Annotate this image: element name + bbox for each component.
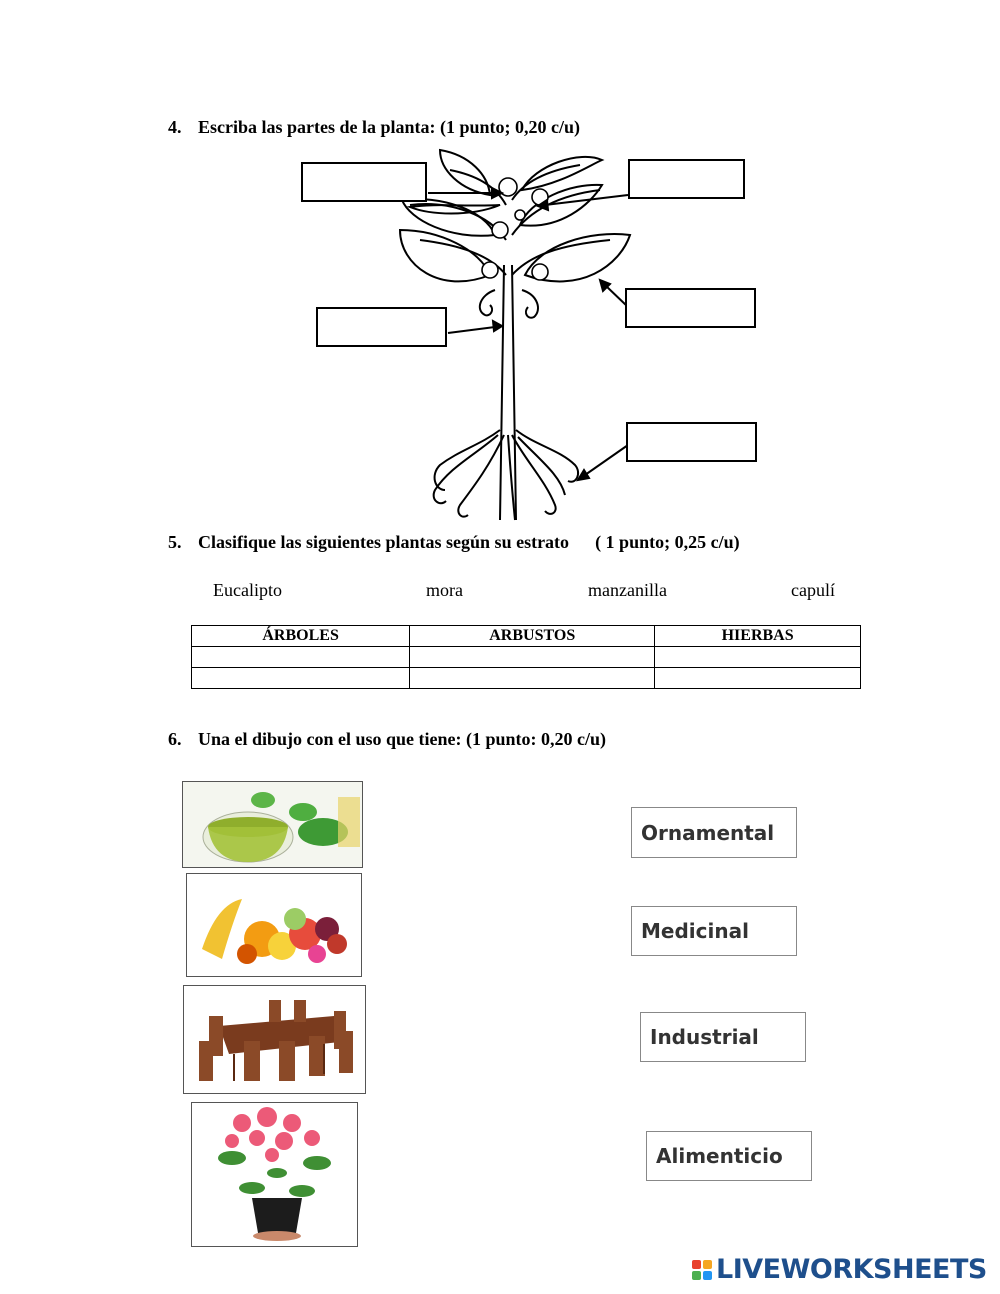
question-text: Escriba las partes de la planta: (1 punto; 0,20 c/u): [198, 117, 581, 137]
brand-name: LIVEWORKSHEETS: [716, 1254, 987, 1285]
logo-square: [692, 1271, 701, 1280]
plant-part-answer-box-5[interactable]: [626, 422, 757, 462]
table-header-row: [192, 626, 861, 647]
use-option-industrial[interactable]: Industrial: [640, 1012, 806, 1062]
word-bank-item: Eucalipto: [213, 580, 282, 600]
plant-part-answer-box-4[interactable]: [625, 288, 756, 328]
question-5-title: [168, 532, 740, 553]
brand-logo-icon: [692, 1260, 712, 1280]
table-header: HIERBAS: [655, 626, 861, 647]
answer-cell[interactable]: [655, 668, 861, 689]
question-4-title: [168, 117, 580, 138]
plant-part-answer-box-2[interactable]: [628, 159, 745, 199]
question-text: Clasifique las siguientes plantas según su estrato: [198, 532, 570, 552]
answer-cell[interactable]: [410, 668, 655, 689]
logo-square: [703, 1260, 712, 1269]
liveworksheets-logo: [692, 1254, 987, 1285]
herbal-tea-picture[interactable]: [182, 781, 363, 868]
potted-flower-picture[interactable]: [191, 1102, 358, 1247]
table-row: [192, 647, 861, 668]
use-option-medicinal[interactable]: Medicinal: [631, 906, 797, 956]
answer-cell[interactable]: [410, 647, 655, 668]
answer-cell[interactable]: [192, 668, 410, 689]
use-option-ornamental[interactable]: Ornamental: [631, 807, 797, 858]
question-number: 6.: [168, 729, 182, 749]
logo-square: [692, 1260, 701, 1269]
classification-table: [191, 625, 861, 689]
logo-square: [703, 1271, 712, 1280]
table-header: ÁRBOLES: [192, 626, 410, 647]
question-points: ( 1 punto; 0,25 c/u): [595, 532, 740, 552]
answer-cell[interactable]: [192, 647, 410, 668]
table-row: [192, 668, 861, 689]
table-header: ARBUSTOS: [410, 626, 655, 647]
fruit-picture[interactable]: [186, 873, 362, 977]
word-bank-item: capulí: [791, 580, 835, 600]
word-bank-item: manzanilla: [588, 580, 667, 600]
answer-cell[interactable]: [655, 647, 861, 668]
plant-part-answer-box-3[interactable]: [316, 307, 447, 347]
question-text: Una el dibujo con el uso que tiene: (1 punto: 0,20 c/u): [198, 729, 607, 749]
question-6-title: [168, 729, 606, 750]
use-option-alimenticio[interactable]: Alimenticio: [646, 1131, 812, 1181]
plant-part-answer-box-1[interactable]: [301, 162, 427, 202]
word-bank-item: mora: [426, 580, 463, 600]
question-number: 4.: [168, 117, 182, 137]
question-number: 5.: [168, 532, 182, 552]
dining-furniture-picture[interactable]: [183, 985, 366, 1094]
